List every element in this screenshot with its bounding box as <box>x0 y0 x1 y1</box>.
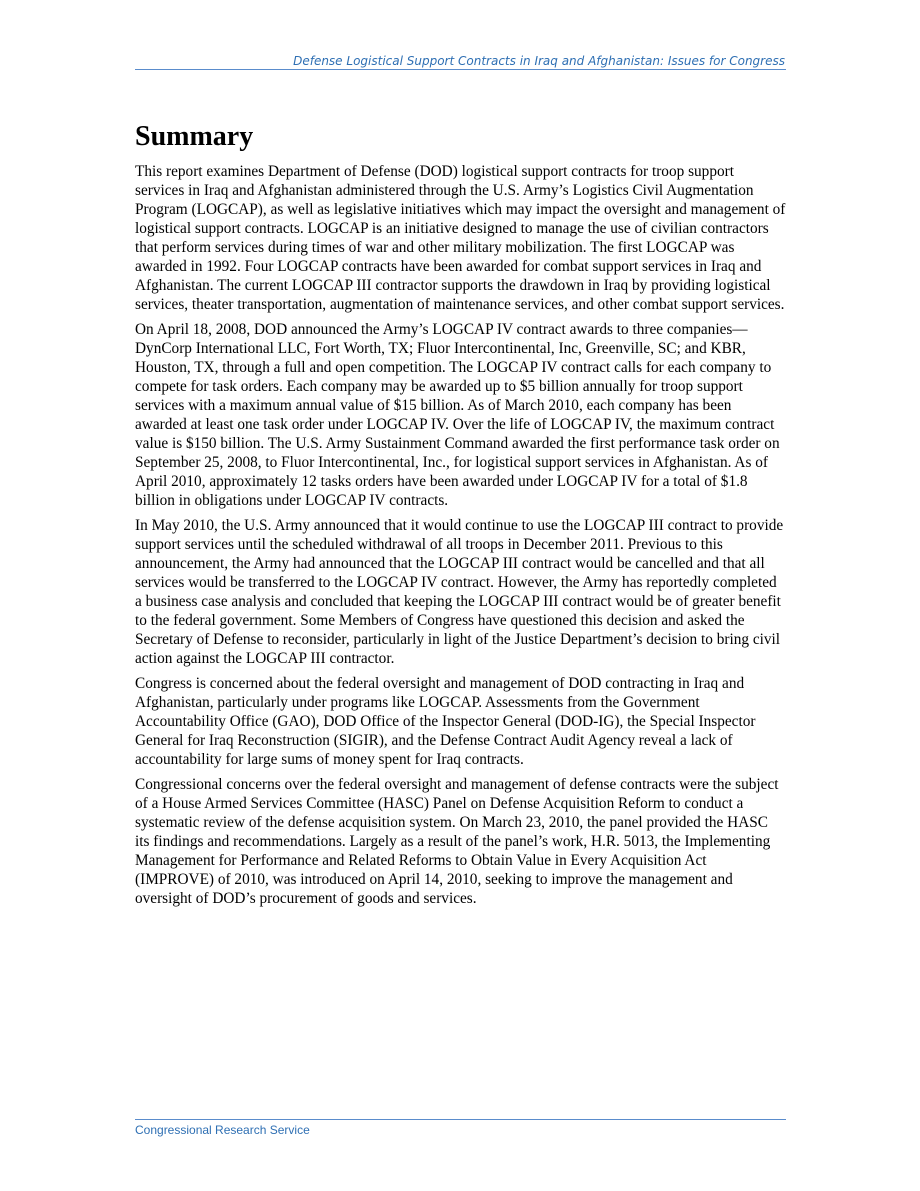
summary-paragraph-4: Congress is concerned about the federal oversight and management of DOD contracting in Iraq and Afghanistan, particularly under programs like LOGCAP. Assessments from the Government Accountability Office (GAO), DOD Office of the Inspector General (DOD-IG), the Special Inspector General for Iraq Reconstruction (SIGIR), and the Defense Contract Audit Agency reveal a lack of accountability for large sums of money spent for Iraq contracts. <box>135 674 756 768</box>
header-divider <box>135 69 786 70</box>
footer-divider <box>135 1119 786 1120</box>
summary-paragraph-1: This report examines Department of Defense (DOD) logistical support contracts for troop support services in Iraq and Afghanistan administered through the U.S. Army’s Logistics Civil Augmentation Program (LOGCAP), as well as legislative initiatives which may impact the oversight and management of logistical support contracts. LOGCAP is an initiative designed to manage the use of civilian contractors that perform services during times of war and other military mobilization. The first LOGCAP was awarded in 1992. Four LOGCAP contracts have been awarded for combat support services in Iraq and Afghanistan. The current LOGCAP III contractor supports the drawdown in Iraq by providing logistical services, theater transportation, augmentation of maintenance services, and other combat support services. <box>135 162 786 313</box>
section-heading: Summary <box>135 121 254 152</box>
summary-paragraph-5: Congressional concerns over the federal oversight and management of defense contracts were the subject of a House Armed Services Committee (HASC) Panel on Defense Acquisition Reform to conduct a systematic review of the defense acquisition system. On March 23, 2010, the panel provided the HASC its findings and recommendations. Largely as a result of the panel’s work, H.R. 5013, the Implementing Management for Performance and Related Reforms to Obtain Value in Every Acquisition Act (IMPROVE) of 2010, was introduced on April 14, 2010, seeking to improve the management and oversight of DOD’s procurement of goods and services. <box>135 775 779 907</box>
summary-section <box>135 120 786 914</box>
running-header-title: Defense Logistical Support Contracts in Iraq and Afghanistan: Issues for Congress <box>293 54 785 68</box>
footer-publisher: Congressional Research Service <box>135 1123 310 1137</box>
summary-paragraph-2: On April 18, 2008, DOD announced the Army’s LOGCAP IV contract awards to three companies—DynCorp International LLC, Fort Worth, TX; Fluor Intercontinental, Inc, Greenville, SC; and KBR, Houston, TX, through a full and open competition. The LOGCAP IV contract calls for each company to compete for task orders. Each company may be awarded up to $5 billion annually for troop support services with a maximum annual value of $15 billion. As of March 2010, each company has been awarded at least one task order under LOGCAP IV. Over the life of LOGCAP IV, the maximum contract value is $150 billion. The U.S. Army Sustainment Command awarded the first performance task order on September 25, 2008, to Fluor Intercontinental, Inc., for logistical support services in Afghanistan. As of April 2010, approximately 12 tasks orders have been awarded under LOGCAP IV for a total of $1.8 billion in obligations under LOGCAP IV contracts. <box>135 320 780 509</box>
summary-paragraph-3: In May 2010, the U.S. Army announced that it would continue to use the LOGCAP III contract to provide support services until the scheduled withdrawal of all troops in December 2011. Previous to this announcement, the Army had announced that the LOGCAP III contract would be cancelled and that all services would be transferred to the LOGCAP IV contract. However, the Army has reportedly completed a business case analysis and concluded that keeping the LOGCAP III contract would be of greater benefit to the federal government. Some Members of Congress have questioned this decision and asked the Secretary of Defense to reconsider, particularly in light of the Justice Department’s decision to bring civil action against the LOGCAP III contractor. <box>135 516 784 667</box>
